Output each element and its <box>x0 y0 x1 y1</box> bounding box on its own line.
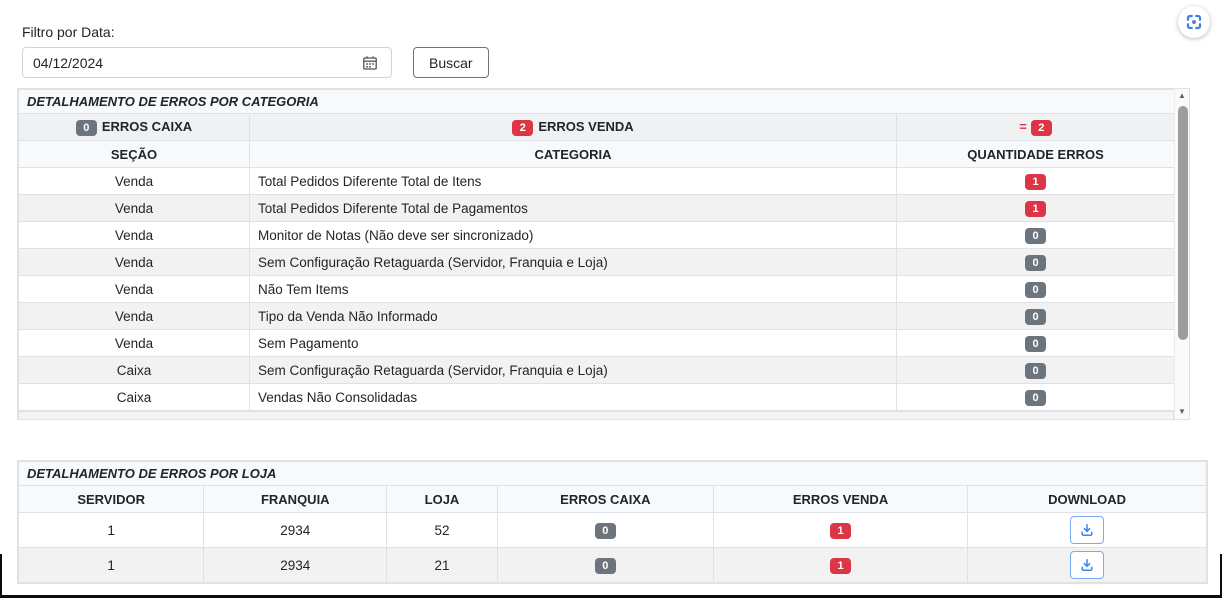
erros-caixa-badge: 0 <box>595 523 616 539</box>
categoria-cell: Monitor de Notas (Não deve ser sincronizado) <box>250 222 897 249</box>
col-secao: SEÇÃO <box>19 141 250 168</box>
summary-erros-venda <box>250 114 897 141</box>
servidor-cell: 1 <box>19 513 204 548</box>
store-table-title-row <box>19 462 1207 486</box>
download-icon <box>1080 523 1094 537</box>
secao-cell: Venda <box>19 249 250 276</box>
categoria-cell: Total Pedidos Diferente Total de Pagamentos <box>250 195 897 222</box>
download-cell <box>968 513 1207 548</box>
quantidade-cell <box>897 330 1175 357</box>
category-table-row <box>19 276 1175 303</box>
franquia-cell: 2934 <box>204 513 387 548</box>
store-table-row <box>19 513 1207 548</box>
secao-cell: Venda <box>19 222 250 249</box>
error-count-badge: 1 <box>1025 174 1046 190</box>
col-franquia: FRANQUIA <box>204 486 387 513</box>
category-table-row <box>19 303 1175 330</box>
window-bottom-border <box>0 595 1222 598</box>
categoria-cell: Sem Configuração Retaguarda (Servidor, Franquia e Loja) <box>250 249 897 276</box>
error-count-badge: 0 <box>1025 390 1046 406</box>
secao-cell: Venda <box>19 276 250 303</box>
erros-venda-count-badge: 2 <box>512 120 533 136</box>
categoria-cell: Sem Configuração Retaguarda (Servidor, Franquia e Loja) <box>250 357 897 384</box>
quantidade-cell <box>897 249 1175 276</box>
category-table-title-row <box>19 90 1175 114</box>
col-erros-venda: ERROS VENDA <box>713 486 967 513</box>
quantidade-cell <box>897 222 1175 249</box>
error-count-badge: 0 <box>1025 282 1046 298</box>
category-table-row <box>19 195 1175 222</box>
erros-venda-cell <box>713 548 967 583</box>
erros-venda-badge: 1 <box>830 523 851 539</box>
col-servidor: SERVIDOR <box>19 486 204 513</box>
error-count-badge: 0 <box>1025 255 1046 271</box>
erros-caixa-label: ERROS CAIXA <box>101 118 193 134</box>
category-table-summary-row <box>19 114 1175 141</box>
store-table-body <box>19 513 1207 583</box>
download-icon <box>1080 558 1094 572</box>
error-count-badge: 0 <box>1025 363 1046 379</box>
scrollbar-thumb[interactable] <box>1178 106 1188 340</box>
quantidade-cell <box>897 357 1175 384</box>
erros-caixa-count-badge: 0 <box>76 120 97 136</box>
quantidade-cell <box>897 384 1175 411</box>
error-count-badge: 0 <box>1025 228 1046 244</box>
category-table-row <box>19 168 1175 195</box>
scrollbar-up-arrow-icon[interactable]: ▲ <box>1178 91 1186 100</box>
quantidade-cell <box>897 303 1175 330</box>
category-table-title: DETALHAMENTO DE ERROS POR CATEGORIA <box>19 90 1175 114</box>
erros-venda-cell <box>713 513 967 548</box>
window-left-border <box>0 554 2 598</box>
loja-cell: 52 <box>387 513 497 548</box>
col-categoria: CATEGORIA <box>250 141 897 168</box>
categoria-cell: Vendas Não Consolidadas <box>250 384 897 411</box>
category-table-row <box>19 330 1175 357</box>
summary-erros-caixa <box>19 114 250 141</box>
erros-venda-badge: 1 <box>830 558 851 574</box>
col-erros-caixa: ERROS CAIXA <box>497 486 713 513</box>
screen-capture-button[interactable] <box>1178 6 1210 38</box>
secao-cell: Venda <box>19 303 250 330</box>
erros-caixa-badge: 0 <box>595 558 616 574</box>
store-table-row <box>19 548 1207 583</box>
category-table-row <box>19 384 1175 411</box>
scrollbar-down-arrow-icon[interactable]: ▼ <box>1178 407 1186 416</box>
category-errors-panel <box>17 88 1190 420</box>
col-download: DOWNLOAD <box>968 486 1207 513</box>
store-table-header-row <box>19 486 1207 513</box>
categoria-cell: Tipo da Venda Não Informado <box>250 303 897 330</box>
franquia-cell: 2934 <box>204 548 387 583</box>
error-count-badge: 0 <box>1025 336 1046 352</box>
categoria-cell: Total Pedidos Diferente Total de Itens <box>250 168 897 195</box>
category-table-row <box>19 357 1175 384</box>
vertical-scrollbar[interactable] <box>1174 89 1189 419</box>
download-cell <box>968 548 1207 583</box>
secao-cell: Caixa <box>19 357 250 384</box>
buscar-button[interactable]: Buscar <box>413 47 489 78</box>
secao-cell: Venda <box>19 330 250 357</box>
summary-total <box>897 114 1175 141</box>
date-input[interactable] <box>22 47 392 78</box>
category-table-row <box>19 222 1175 249</box>
clipped-next-row <box>18 411 1174 419</box>
category-errors-table <box>18 89 1174 411</box>
error-count-badge: 1 <box>1025 201 1046 217</box>
error-count-badge: 0 <box>1025 309 1046 325</box>
equals-sign: = <box>1019 118 1027 134</box>
category-table-body <box>19 168 1175 411</box>
categoria-cell: Sem Pagamento <box>250 330 897 357</box>
store-errors-table <box>18 461 1207 583</box>
erros-venda-label: ERROS VENDA <box>538 118 634 134</box>
categoria-cell: Não Tem Items <box>250 276 897 303</box>
download-button[interactable] <box>1070 551 1104 579</box>
secao-cell: Caixa <box>19 384 250 411</box>
screen-capture-icon <box>1185 13 1203 31</box>
store-errors-panel <box>17 460 1208 584</box>
servidor-cell: 1 <box>19 548 204 583</box>
erros-caixa-cell <box>497 548 713 583</box>
filter-date-label: Filtro por Data: <box>22 24 115 40</box>
loja-cell: 21 <box>387 548 497 583</box>
category-table-row <box>19 249 1175 276</box>
quantidade-cell <box>897 168 1175 195</box>
quantidade-cell <box>897 276 1175 303</box>
secao-cell: Venda <box>19 168 250 195</box>
total-errors-badge: 2 <box>1031 120 1052 136</box>
col-loja: LOJA <box>387 486 497 513</box>
category-table-header-row <box>19 141 1175 168</box>
quantidade-cell <box>897 195 1175 222</box>
category-table-scroll-area[interactable] <box>18 89 1174 419</box>
download-button[interactable] <box>1070 516 1104 544</box>
erros-caixa-cell <box>497 513 713 548</box>
secao-cell: Venda <box>19 195 250 222</box>
col-quantidade-erros: QUANTIDADE ERROS <box>897 141 1175 168</box>
calendar-icon[interactable] <box>360 54 380 72</box>
store-table-title: DETALHAMENTO DE ERROS POR LOJA <box>19 462 1207 486</box>
